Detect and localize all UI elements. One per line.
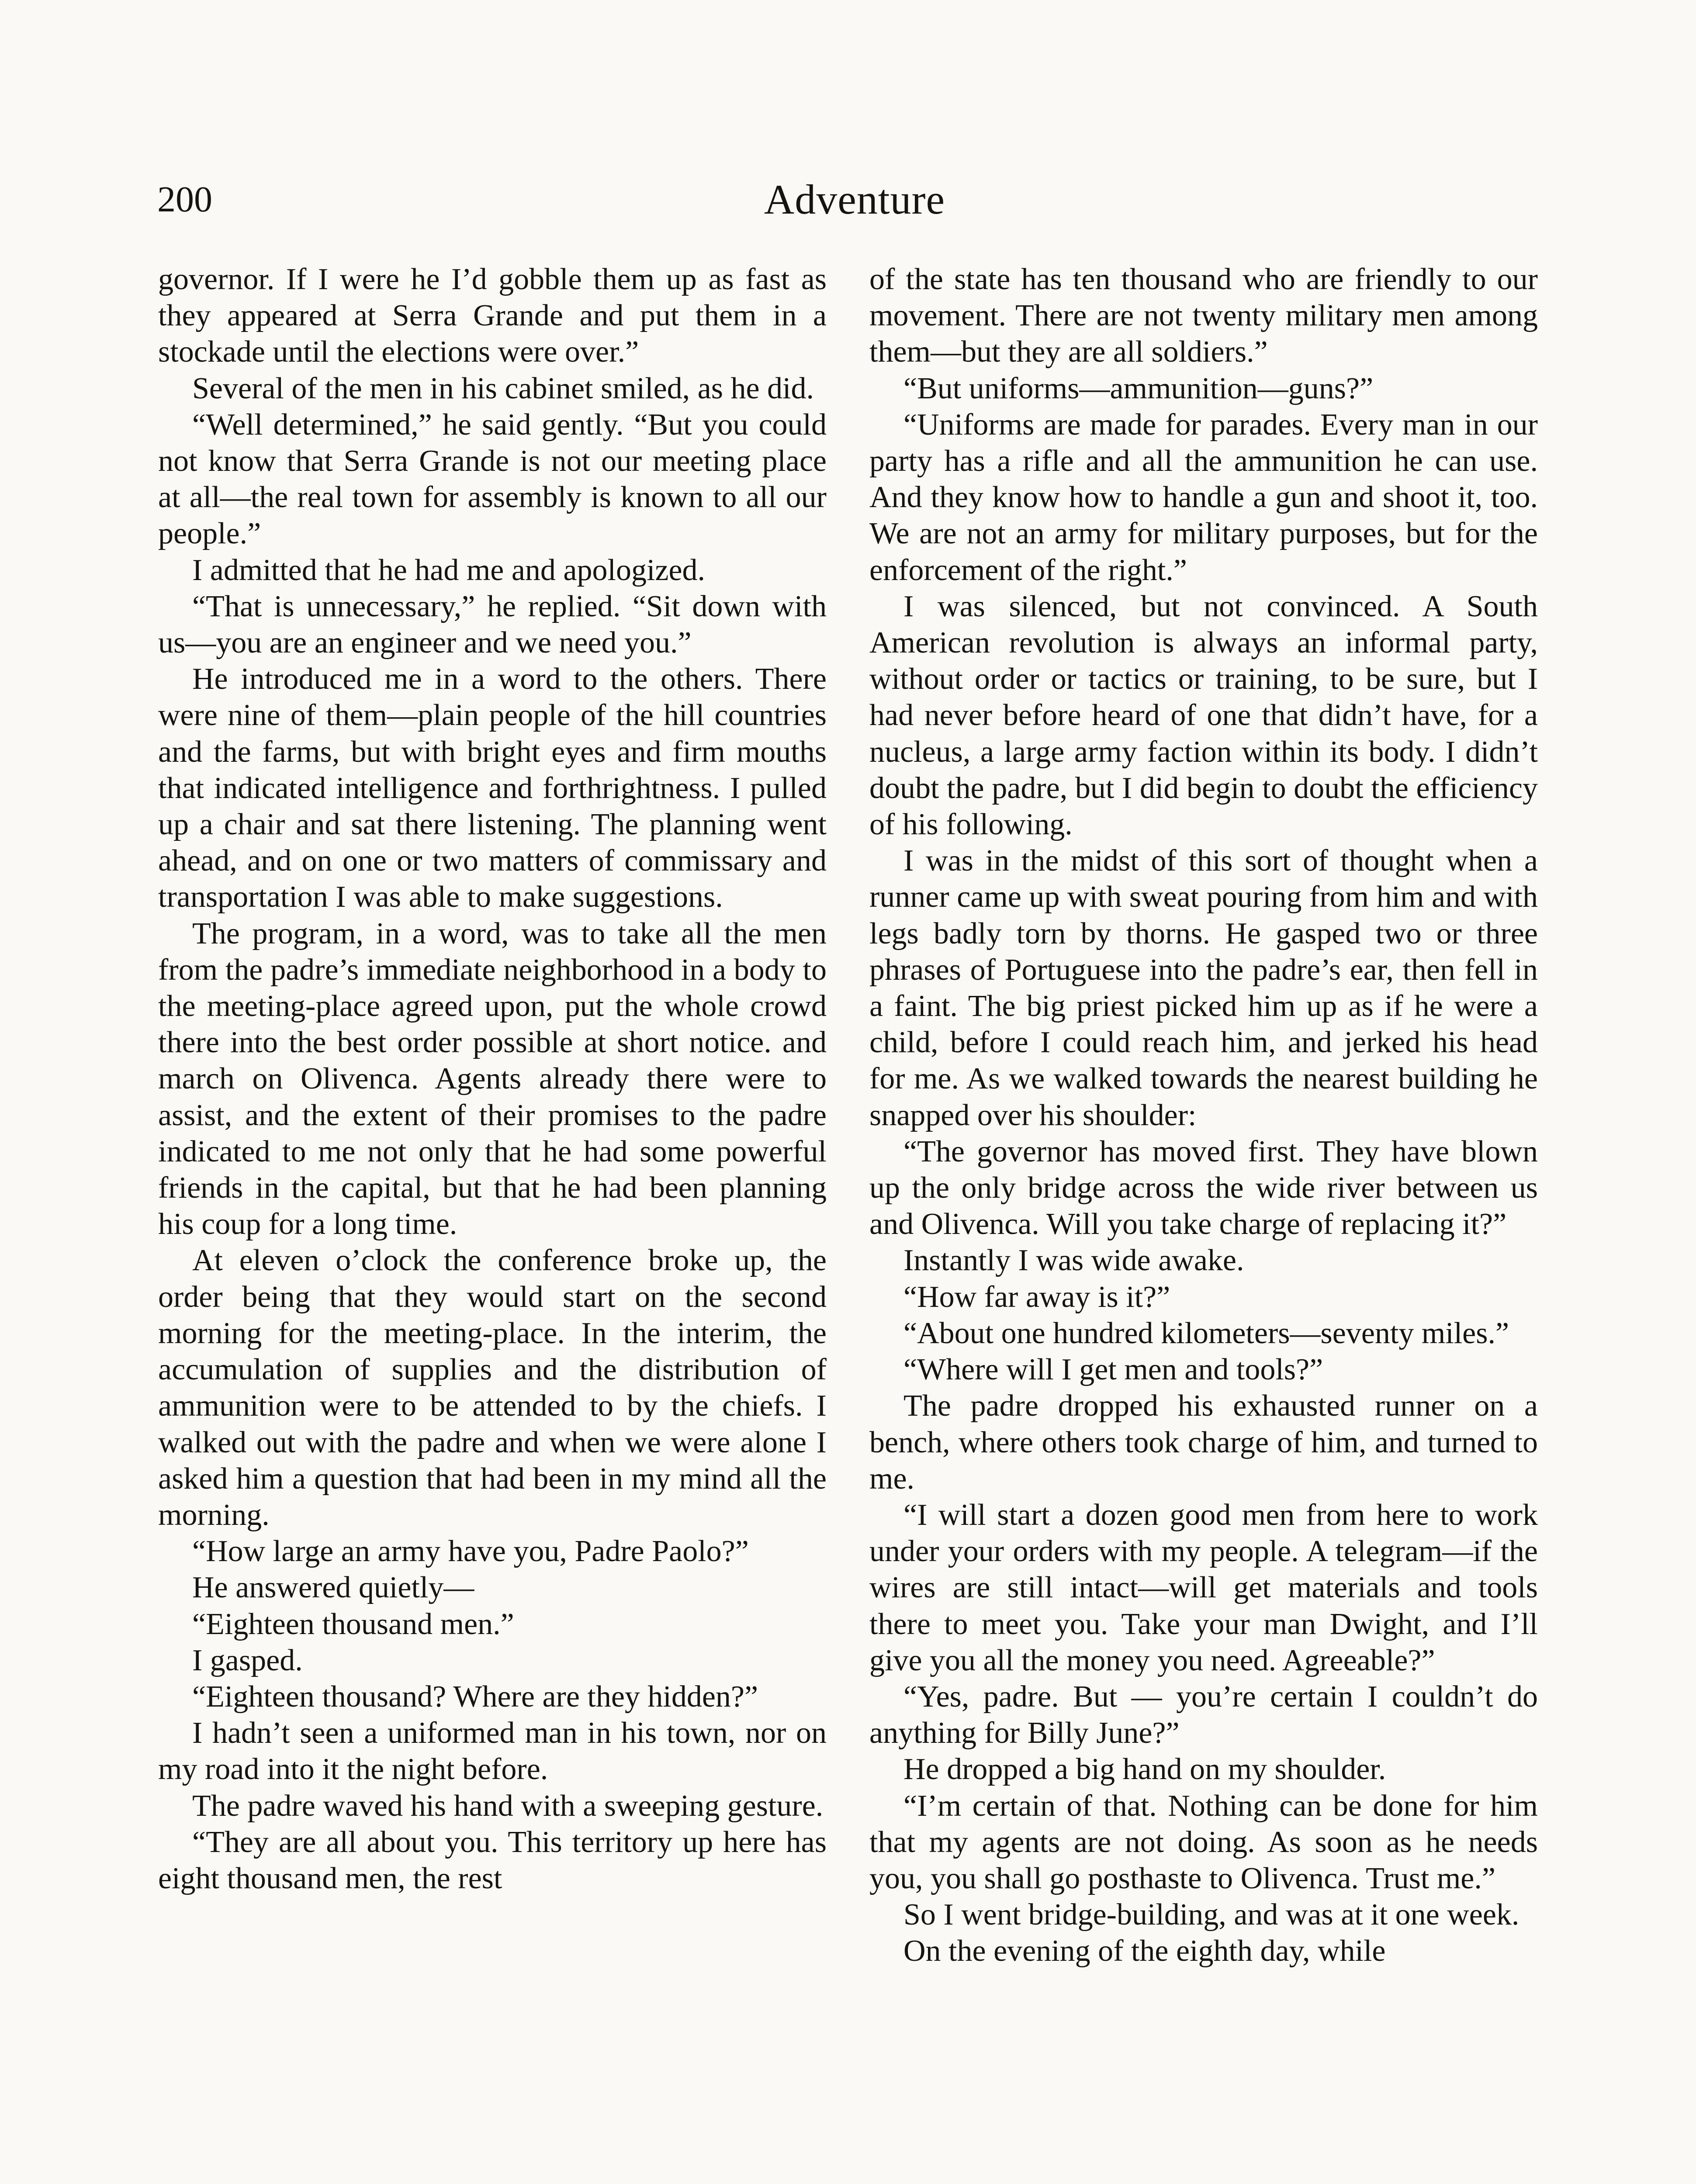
paragraph: The padre waved his hand with a sweeping gesture. xyxy=(192,1789,824,1823)
paragraph: On the evening of the eighth day, while xyxy=(903,1934,1386,1968)
paragraph: “They are all about you. This territory up here has eight thousand men, the rest xyxy=(158,1825,827,1895)
paragraph: I was silenced, but not convinced. A South American revolution is always an informal party, without order or tactics or training, to be sure, but I had never before heard of one that didn’t have, for a nucleus, a large army faction within its body. I didn’t doubt the padre, but I did begin to doubt the efficiency of his following. xyxy=(869,589,1538,842)
paragraph: “But uniforms—ammunition—guns?” xyxy=(903,371,1374,405)
paragraph: He dropped a big hand on my shoulder. xyxy=(903,1752,1386,1787)
paragraph: He introduced me in a word to the others. There were nine of them—plain people of the hill countries and the farms, but with bright eyes and firm mouths that indicated intelligence and forthrightness. I pulled up a chair and sat there listening. The planning went ahead, and on one or two matters of commissary and transportation I was able to make suggestions. xyxy=(158,662,827,914)
paragraph: I gasped. xyxy=(192,1643,303,1677)
paragraph: I hadn’t seen a uniformed man in his town, nor on my road into it the night before. xyxy=(158,1716,827,1787)
paragraph: “Uniforms are made for parades. Every man in our party has a rifle and all the ammunition he can use. And they know how to handle a gun and shoot it, too. We are not an army for military purposes, but for the enforcement of the right.” xyxy=(869,408,1538,587)
paragraph: The padre dropped his exhausted runner on a bench, where others took charge of him, and turned to me. xyxy=(869,1389,1538,1496)
paragraph: I admitted that he had me and apologized. xyxy=(192,553,706,587)
paragraph: “I’m certain of that. Nothing can be done for him that my agents are not doing. As soon as he needs you, you shall go posthaste to Olivenca. Trust me.” xyxy=(869,1789,1538,1895)
paragraph: “Yes, padre. But — you’re certain I couldn’t do anything for Billy June?” xyxy=(869,1679,1538,1750)
paragraph: Several of the men in his cabinet smiled, as he did. xyxy=(192,371,814,405)
text-column-left xyxy=(158,261,827,1897)
paragraph: So I went bridge-building, and was at it one week. xyxy=(903,1898,1519,1932)
paragraph: “That is unnecessary,” he replied. “Sit down with us—you are an engineer and we need you.” xyxy=(158,589,827,660)
paragraph: “How large an army have you, Padre Paolo?” xyxy=(192,1534,749,1569)
paragraph: “Eighteen thousand? Where are they hidden?” xyxy=(192,1679,758,1714)
paragraph: “Well determined,” he said gently. “But you could not know that Serra Grande is not our meeting place at all—the real town for assembly is known to all our people.” xyxy=(158,408,827,551)
paragraph: The program, in a word, was to take all the men from the padre’s immediate neighborhood in a body to the meeting-place agreed upon, put the whole crowd there into the best order possible at short notice. and march on Olivenca. Agents already there were to assist, and the extent of their promises to the padre indicated to me not only that he had some powerful friends in the capital, but that he had been planning his coup for a long time. xyxy=(158,916,827,1241)
paragraph: He answered quietly— xyxy=(192,1571,474,1605)
paragraph: of the state has ten thousand who are friendly to our movement. There are not twenty military men among them—but they are all soldiers.” xyxy=(869,263,1538,369)
paragraph: At eleven o’clock the conference broke up, the order being that they would start on the second morning for the meeting-place. In the interim, the accumulation of supplies and the distribution of ammunition were to be attended to by the chiefs. I walked out with the padre and when we were alone I asked him a question that had been in my mind all the morning. xyxy=(158,1244,827,1532)
paragraph: “How far away is it?” xyxy=(903,1280,1170,1314)
paragraph: “Where will I get men and tools?” xyxy=(903,1353,1323,1387)
paragraph: Instantly I was wide awake. xyxy=(903,1244,1244,1278)
page-header xyxy=(157,171,1552,228)
paragraph: I was in the midst of this sort of thought when a runner came up with sweat pouring from him and with legs badly torn by thorns. He gasped two or three phrases of Portuguese into the padre’s ear, then fell in a faint. The big priest picked him up as if he were a child, before I could reach him, and jerked his head for me. As we walked towards the nearest building he snapped over his shoulder: xyxy=(869,844,1538,1132)
page-number: 200 xyxy=(157,179,212,220)
paragraph: “About one hundred kilometers—seventy miles.” xyxy=(903,1316,1509,1350)
paragraph: “Eighteen thousand men.” xyxy=(192,1607,514,1641)
text-column-right xyxy=(869,261,1538,1970)
paragraph: governor. If I were he I’d gobble them up as fast as they appeared at Serra Grande and put them in a stockade until the elections were over.” xyxy=(158,263,827,369)
running-title: Adventure xyxy=(764,176,945,223)
paragraph: “The governor has moved first. They have blown up the only bridge across the wide river between us and Olivenca. Will you take charge of replacing it?” xyxy=(869,1134,1538,1241)
paragraph: “I will start a dozen good men from here to work under your orders with my people. A telegram—if the wires are still intact—will get materials and tools there to meet you. Take your man Dwight, and I’ll give you all the money you need. Agreeable?” xyxy=(869,1498,1538,1677)
